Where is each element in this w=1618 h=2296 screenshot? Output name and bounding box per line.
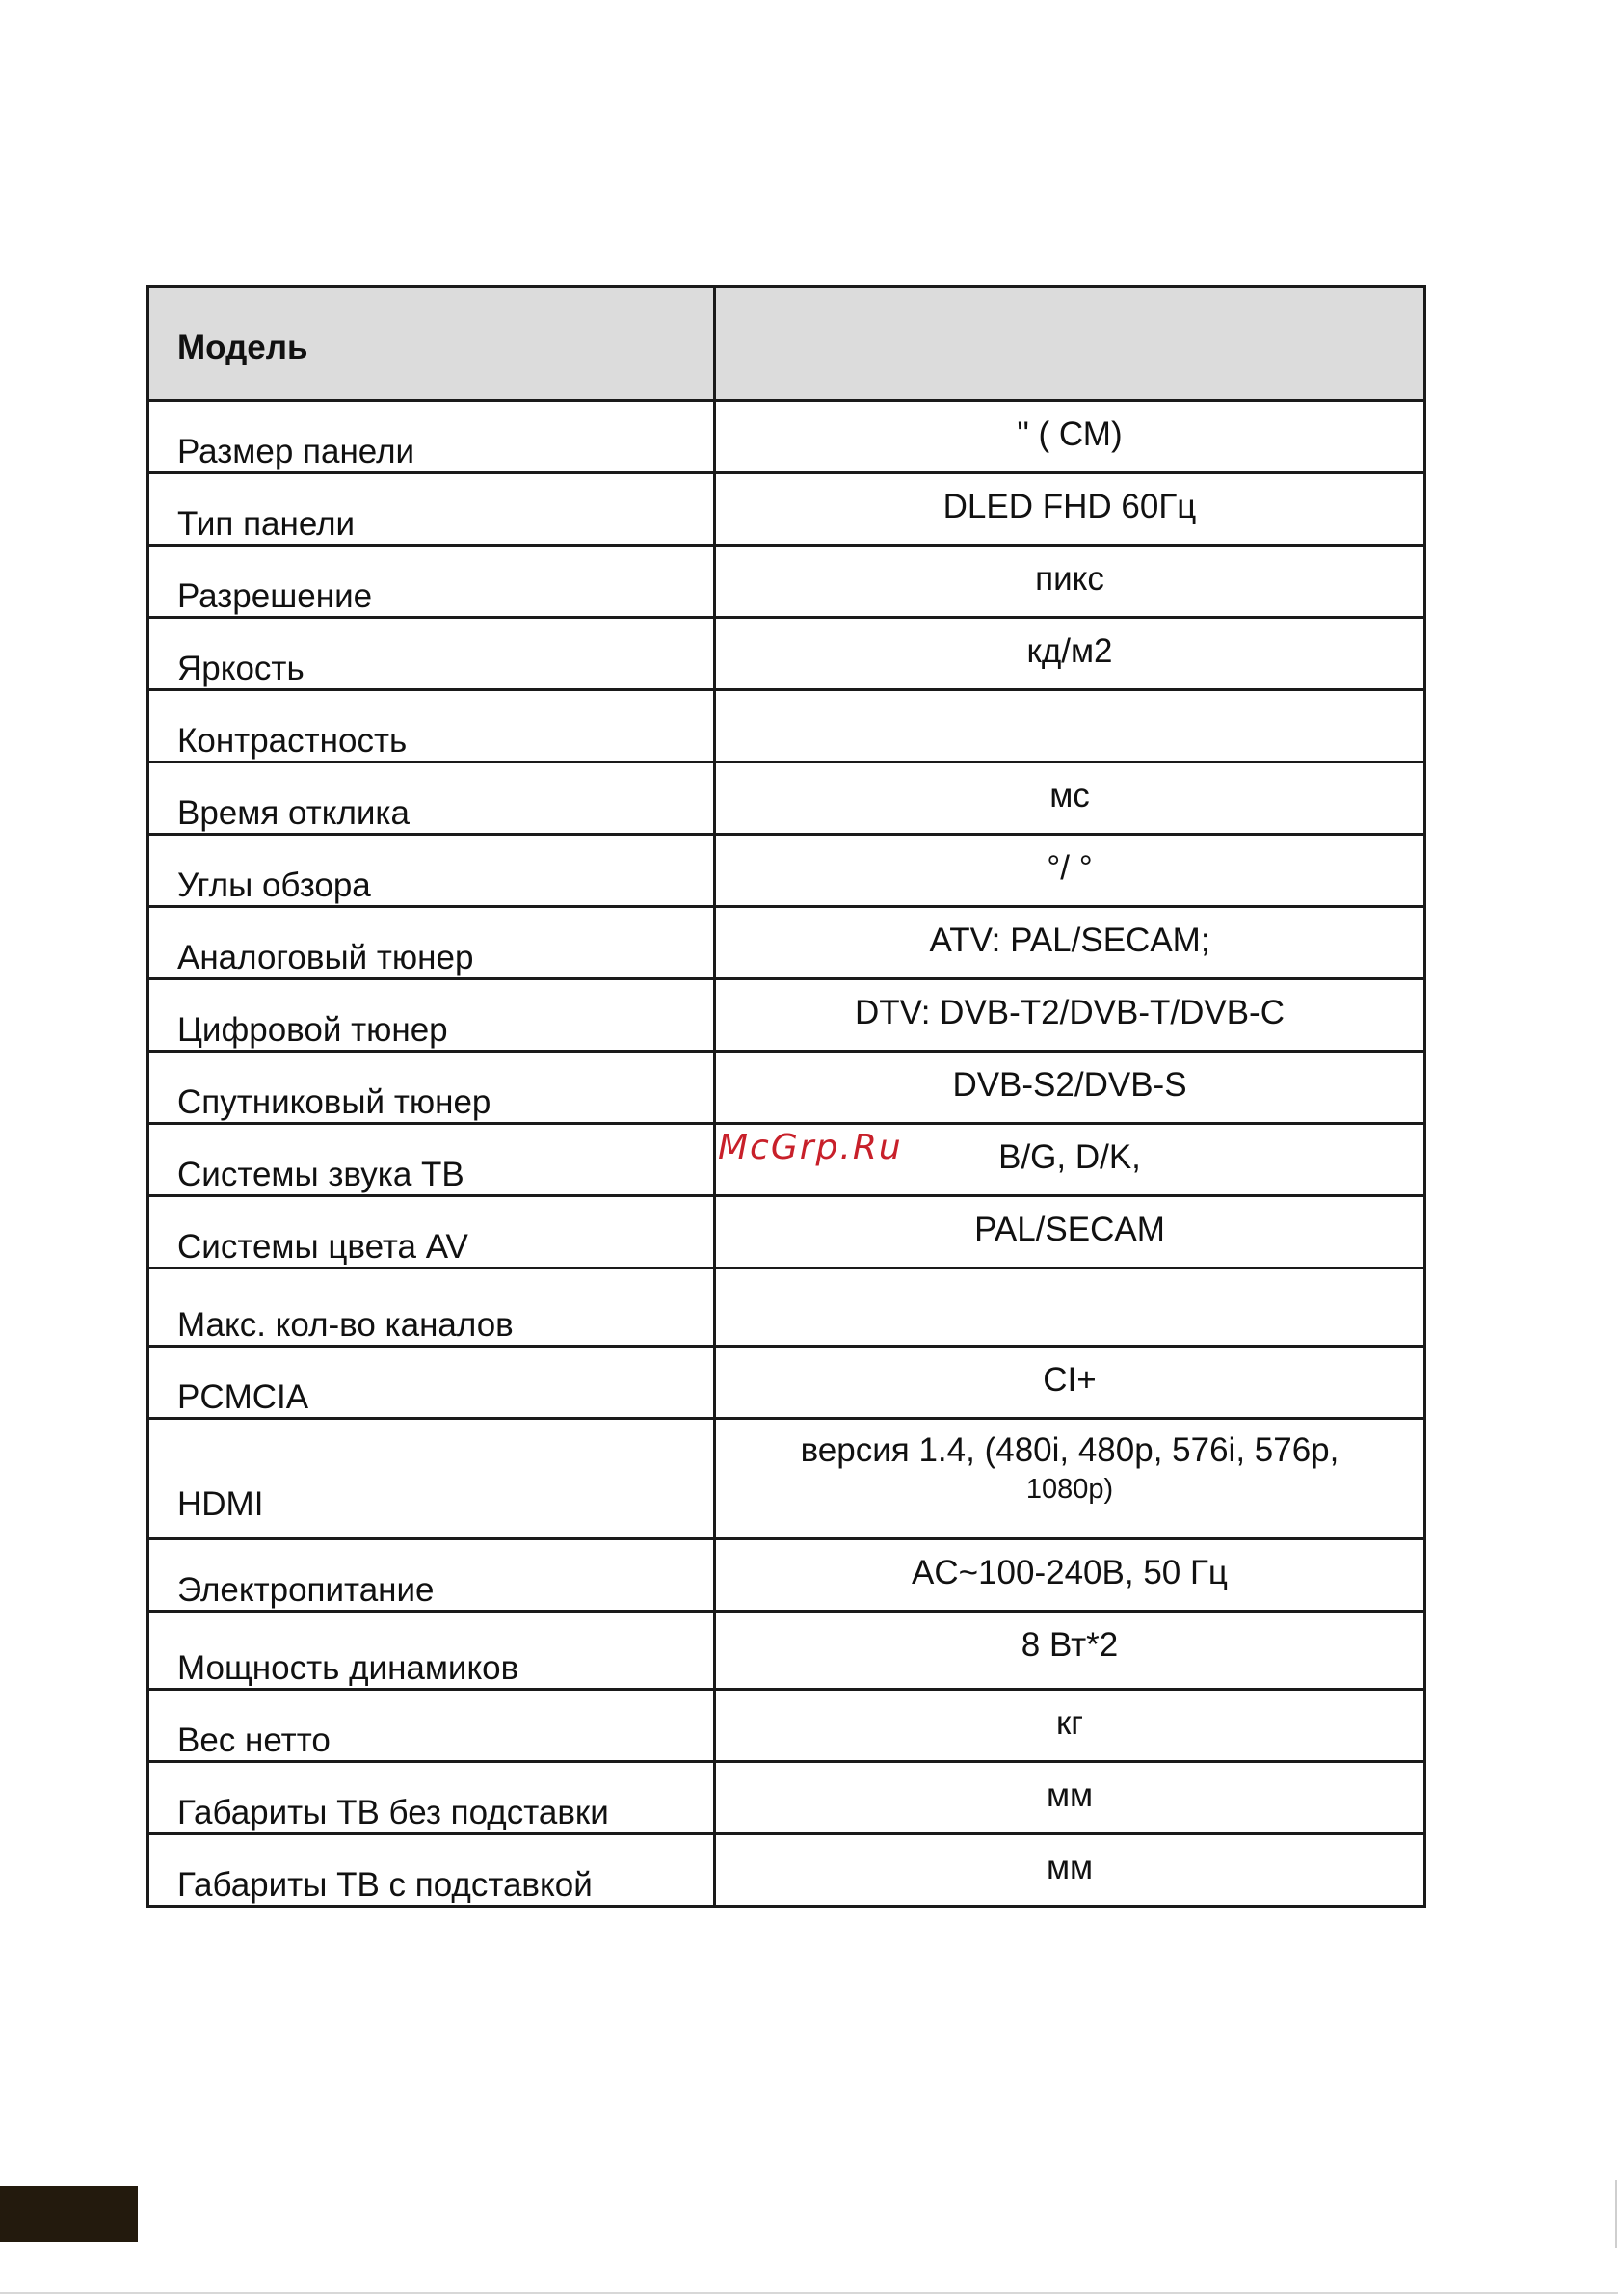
- row-label: Габариты ТВ с подставкой: [148, 1834, 715, 1907]
- page-corner-block: [0, 2186, 138, 2242]
- table-row: [148, 473, 1425, 546]
- table-row: [148, 1612, 1425, 1690]
- row-value: AC~100-240В, 50 Гц: [715, 1539, 1425, 1612]
- table-row: [148, 1762, 1425, 1834]
- table-row: [148, 1690, 1425, 1762]
- row-label: Разрешение: [148, 546, 715, 618]
- spec-table: [146, 285, 1426, 1908]
- row-label: Аналоговый тюнер: [148, 907, 715, 979]
- table-row: [148, 1196, 1425, 1268]
- row-value: кг: [715, 1690, 1425, 1762]
- row-value: " ( СМ): [715, 401, 1425, 473]
- header-label: Модель: [148, 287, 715, 401]
- watermark-text: McGrp.Ru: [718, 1128, 903, 1167]
- table-row: [148, 762, 1425, 835]
- row-value: DTV: DVB-T2/DVB-T/DVB-C: [715, 979, 1425, 1052]
- row-label: Электропитание: [148, 1539, 715, 1612]
- table-row-hdmi: [148, 1419, 1425, 1539]
- table-row: [148, 1834, 1425, 1907]
- hdmi-value-line2: 1080p): [1025, 1473, 1114, 1505]
- row-value: 8 Вт*2: [715, 1612, 1425, 1690]
- table-row: [148, 1539, 1425, 1612]
- table-row: [148, 835, 1425, 907]
- row-label: Мощность динамиков: [148, 1612, 715, 1690]
- row-label: HDMI: [148, 1419, 715, 1539]
- row-value: мс: [715, 762, 1425, 835]
- row-label: Тип панели: [148, 473, 715, 546]
- row-value: DLED FHD 60Гц: [715, 473, 1425, 546]
- row-value: B/G, D/K,: [715, 1124, 1425, 1196]
- row-label: Углы обзора: [148, 835, 715, 907]
- row-label: Время отклика: [148, 762, 715, 835]
- row-label: Размер панели: [148, 401, 715, 473]
- row-value: пикс: [715, 546, 1425, 618]
- table-row: [148, 907, 1425, 979]
- row-label: Макс. кол-во каналов: [148, 1268, 715, 1347]
- page-bottom-rule: [0, 2292, 1618, 2294]
- row-value: ATV: PAL/SECAM;: [715, 907, 1425, 979]
- hdmi-value-line1: версия 1.4, (480i, 480p, 576i, 576p,: [800, 1431, 1339, 1469]
- row-label: Контрастность: [148, 690, 715, 762]
- row-value: мм: [715, 1762, 1425, 1834]
- row-value: [715, 1419, 1425, 1539]
- table-row: [148, 401, 1425, 473]
- table-row: [148, 979, 1425, 1052]
- table-row: [148, 1268, 1425, 1347]
- row-label: Системы цвета AV: [148, 1196, 715, 1268]
- row-label: Габариты ТВ без подставки: [148, 1762, 715, 1834]
- row-value: DVB-S2/DVB-S: [715, 1052, 1425, 1124]
- row-label: Яркость: [148, 618, 715, 690]
- row-label: Цифровой тюнер: [148, 979, 715, 1052]
- row-label: PCMCIA: [148, 1347, 715, 1419]
- row-label: Вес нетто: [148, 1690, 715, 1762]
- row-value: [715, 690, 1425, 762]
- table-row: [148, 546, 1425, 618]
- page-edge-mark: [1615, 2180, 1617, 2248]
- table-row: [148, 618, 1425, 690]
- row-label: Системы звука ТВ: [148, 1124, 715, 1196]
- row-value: PAL/SECAM: [715, 1196, 1425, 1268]
- row-value: кд/м2: [715, 618, 1425, 690]
- header-value: [715, 287, 1425, 401]
- row-label: Спутниковый тюнер: [148, 1052, 715, 1124]
- row-value: [715, 1268, 1425, 1347]
- table-row: [148, 1347, 1425, 1419]
- row-value: CI+: [715, 1347, 1425, 1419]
- table-row: [148, 690, 1425, 762]
- table-row: [148, 1052, 1425, 1124]
- table-header-row: [148, 287, 1425, 401]
- row-value: мм: [715, 1834, 1425, 1907]
- row-value: °/ °: [715, 835, 1425, 907]
